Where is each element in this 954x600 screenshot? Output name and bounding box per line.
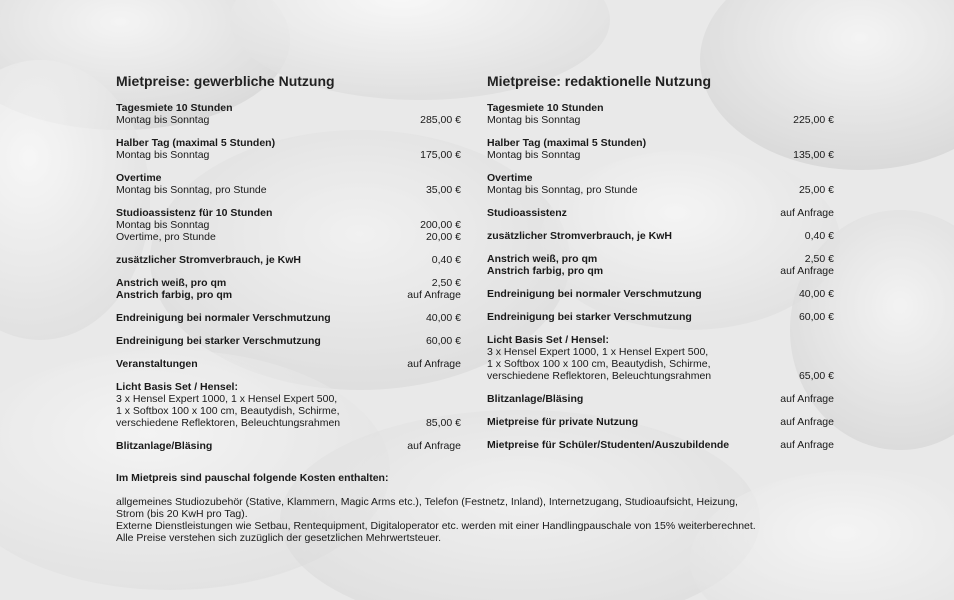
price-label: Endreinigung bei starker Verschmutzung [116,335,321,347]
price-label: Mietpreise für Schüler/Studenten/Auszubildende [487,439,730,451]
price-row [116,417,461,429]
price-label: Montag bis Sonntag, pro Stunde [487,184,638,196]
price-value: 40,00 € [798,288,834,300]
price-value: 225,00 € [793,114,834,126]
price-value: 60,00 € [798,311,834,323]
price-row [487,184,834,196]
note-line: allgemeines Studiozubehör (Stative, Klammern, Magic Arms etc.), Telefon (Festnetz, Inland), Internetzugang, Studioaufsicht, Heizung, [116,496,738,508]
price-row [487,253,834,265]
price-label: Montag bis Sonntag [116,149,210,161]
price-row [116,184,461,196]
price-item [116,335,461,347]
price-row [116,358,461,370]
commercial-prices-column [116,73,461,463]
price-value: 25,00 € [798,184,834,196]
price-label: Mietpreise für private Nutzung [487,416,639,428]
price-item [116,172,461,196]
item-detail: 1 x Softbox 100 x 100 cm, Beautydish, Schirme, [116,405,340,417]
item-detail: 3 x Hensel Expert 1000, 1 x Hensel Expert 500, [116,393,338,405]
price-label: Anstrich weiß, pro qm [116,277,227,289]
price-item [116,277,461,301]
price-row [487,207,834,219]
price-item [487,172,834,196]
item-title: Licht Basis Set / Hensel: [487,334,609,346]
commercial-heading: Mietpreise: gewerbliche Nutzung [116,73,335,89]
editorial-prices-column [487,73,834,462]
price-value: 65,00 € [798,370,834,382]
price-item [116,312,461,324]
price-label: Montag bis Sonntag [116,114,210,126]
price-label: verschiedene Reflektoren, Beleuchtungsrahmen [487,370,712,382]
price-value: 40,00 € [425,312,461,324]
price-value: 0,40 € [431,254,461,266]
item-title: Studioassistenz für 10 Stunden [116,207,273,219]
price-item [116,358,461,370]
price-value: 2,50 € [431,277,461,289]
price-item [487,137,834,161]
price-row [487,370,834,382]
price-value: 0,40 € [804,230,834,242]
price-row [487,393,834,405]
price-row [116,277,461,289]
price-value: 60,00 € [425,335,461,347]
price-label: Anstrich farbig, pro qm [116,289,233,301]
price-row [116,289,461,301]
item-detail: 1 x Softbox 100 x 100 cm, Beautydish, Schirme, [487,358,711,370]
price-value: auf Anfrage [780,393,834,405]
price-label: zusätzlicher Stromverbrauch, je KwH [116,254,301,266]
price-item [116,207,461,243]
price-label: Endreinigung bei starker Verschmutzung [487,311,692,323]
item-title: Overtime [116,172,162,184]
price-label: Overtime, pro Stunde [116,231,216,243]
price-value: auf Anfrage [407,440,461,452]
price-value: 285,00 € [420,114,461,126]
price-row [487,149,834,161]
item-title: Overtime [487,172,533,184]
price-value: 20,00 € [425,231,461,243]
price-item [487,334,834,382]
note-line: Externe Dienstleistungen wie Setbau, Rentequipment, Digitaloperator etc. werden mit einer Handlingpauschale von 15% weiterberechnet. [116,520,756,532]
price-row [116,149,461,161]
price-item [487,230,834,242]
price-item [487,311,834,323]
item-title: Halber Tag (maximal 5 Stunden) [116,137,276,149]
price-value: 35,00 € [425,184,461,196]
price-value: auf Anfrage [407,289,461,301]
price-label: Blitzanlage/Bläsing [487,393,584,405]
price-value: 85,00 € [425,417,461,429]
price-item [487,416,834,428]
price-row [116,440,461,452]
price-value: auf Anfrage [780,265,834,277]
price-row [487,311,834,323]
price-label: Studioassistenz [487,207,567,219]
price-value: auf Anfrage [780,207,834,219]
price-item [116,254,461,266]
price-item [487,393,834,405]
price-item [116,381,461,429]
price-row [487,439,834,451]
price-value: auf Anfrage [780,416,834,428]
price-row [116,254,461,266]
price-label: Anstrich weiß, pro qm [487,253,598,265]
price-label: Anstrich farbig, pro qm [487,265,604,277]
item-detail: 3 x Hensel Expert 1000, 1 x Hensel Expert 500, [487,346,709,358]
price-label: Endreinigung bei normaler Verschmutzung [487,288,702,300]
price-label: Blitzanlage/Bläsing [116,440,213,452]
price-value: auf Anfrage [780,439,834,451]
price-value: 200,00 € [420,219,461,231]
price-value: 175,00 € [420,149,461,161]
price-item [116,137,461,161]
note-line: Alle Preise verstehen sich zuzüglich der gesetzlichen Mehrwertsteuer. [116,532,442,544]
price-row [116,335,461,347]
price-row [487,288,834,300]
price-row [487,416,834,428]
price-row [116,114,461,126]
price-label: Montag bis Sonntag [487,114,581,126]
price-label: Montag bis Sonntag [116,219,210,231]
price-label: verschiedene Reflektoren, Beleuchtungsrahmen [116,417,341,429]
price-row [487,265,834,277]
price-item [116,440,461,452]
price-item [487,253,834,277]
item-title: Halber Tag (maximal 5 Stunden) [487,137,647,149]
editorial-heading: Mietpreise: redaktionelle Nutzung [487,73,712,89]
price-row [116,312,461,324]
price-item [487,207,834,219]
price-item [487,102,834,126]
price-item [487,439,834,451]
price-label: Veranstaltungen [116,358,198,370]
price-label: Montag bis Sonntag [487,149,581,161]
item-title: Tagesmiete 10 Stunden [487,102,604,114]
price-item [487,288,834,300]
included-costs-note [116,472,876,544]
note-line: Strom (bis 20 KwH pro Tag). [116,508,248,520]
included-costs-title: Im Mietpreis sind pauschal folgende Kosten enthalten: [116,472,389,484]
price-row [116,231,461,243]
price-item [116,102,461,126]
price-label: Endreinigung bei normaler Verschmutzung [116,312,331,324]
item-title: Licht Basis Set / Hensel: [116,381,238,393]
price-row [487,230,834,242]
price-row [487,114,834,126]
price-label: Montag bis Sonntag, pro Stunde [116,184,267,196]
price-label: zusätzlicher Stromverbrauch, je KwH [487,230,672,242]
price-value: auf Anfrage [407,358,461,370]
price-row [116,219,461,231]
item-title: Tagesmiete 10 Stunden [116,102,233,114]
price-value: 135,00 € [793,149,834,161]
price-value: 2,50 € [804,253,834,265]
